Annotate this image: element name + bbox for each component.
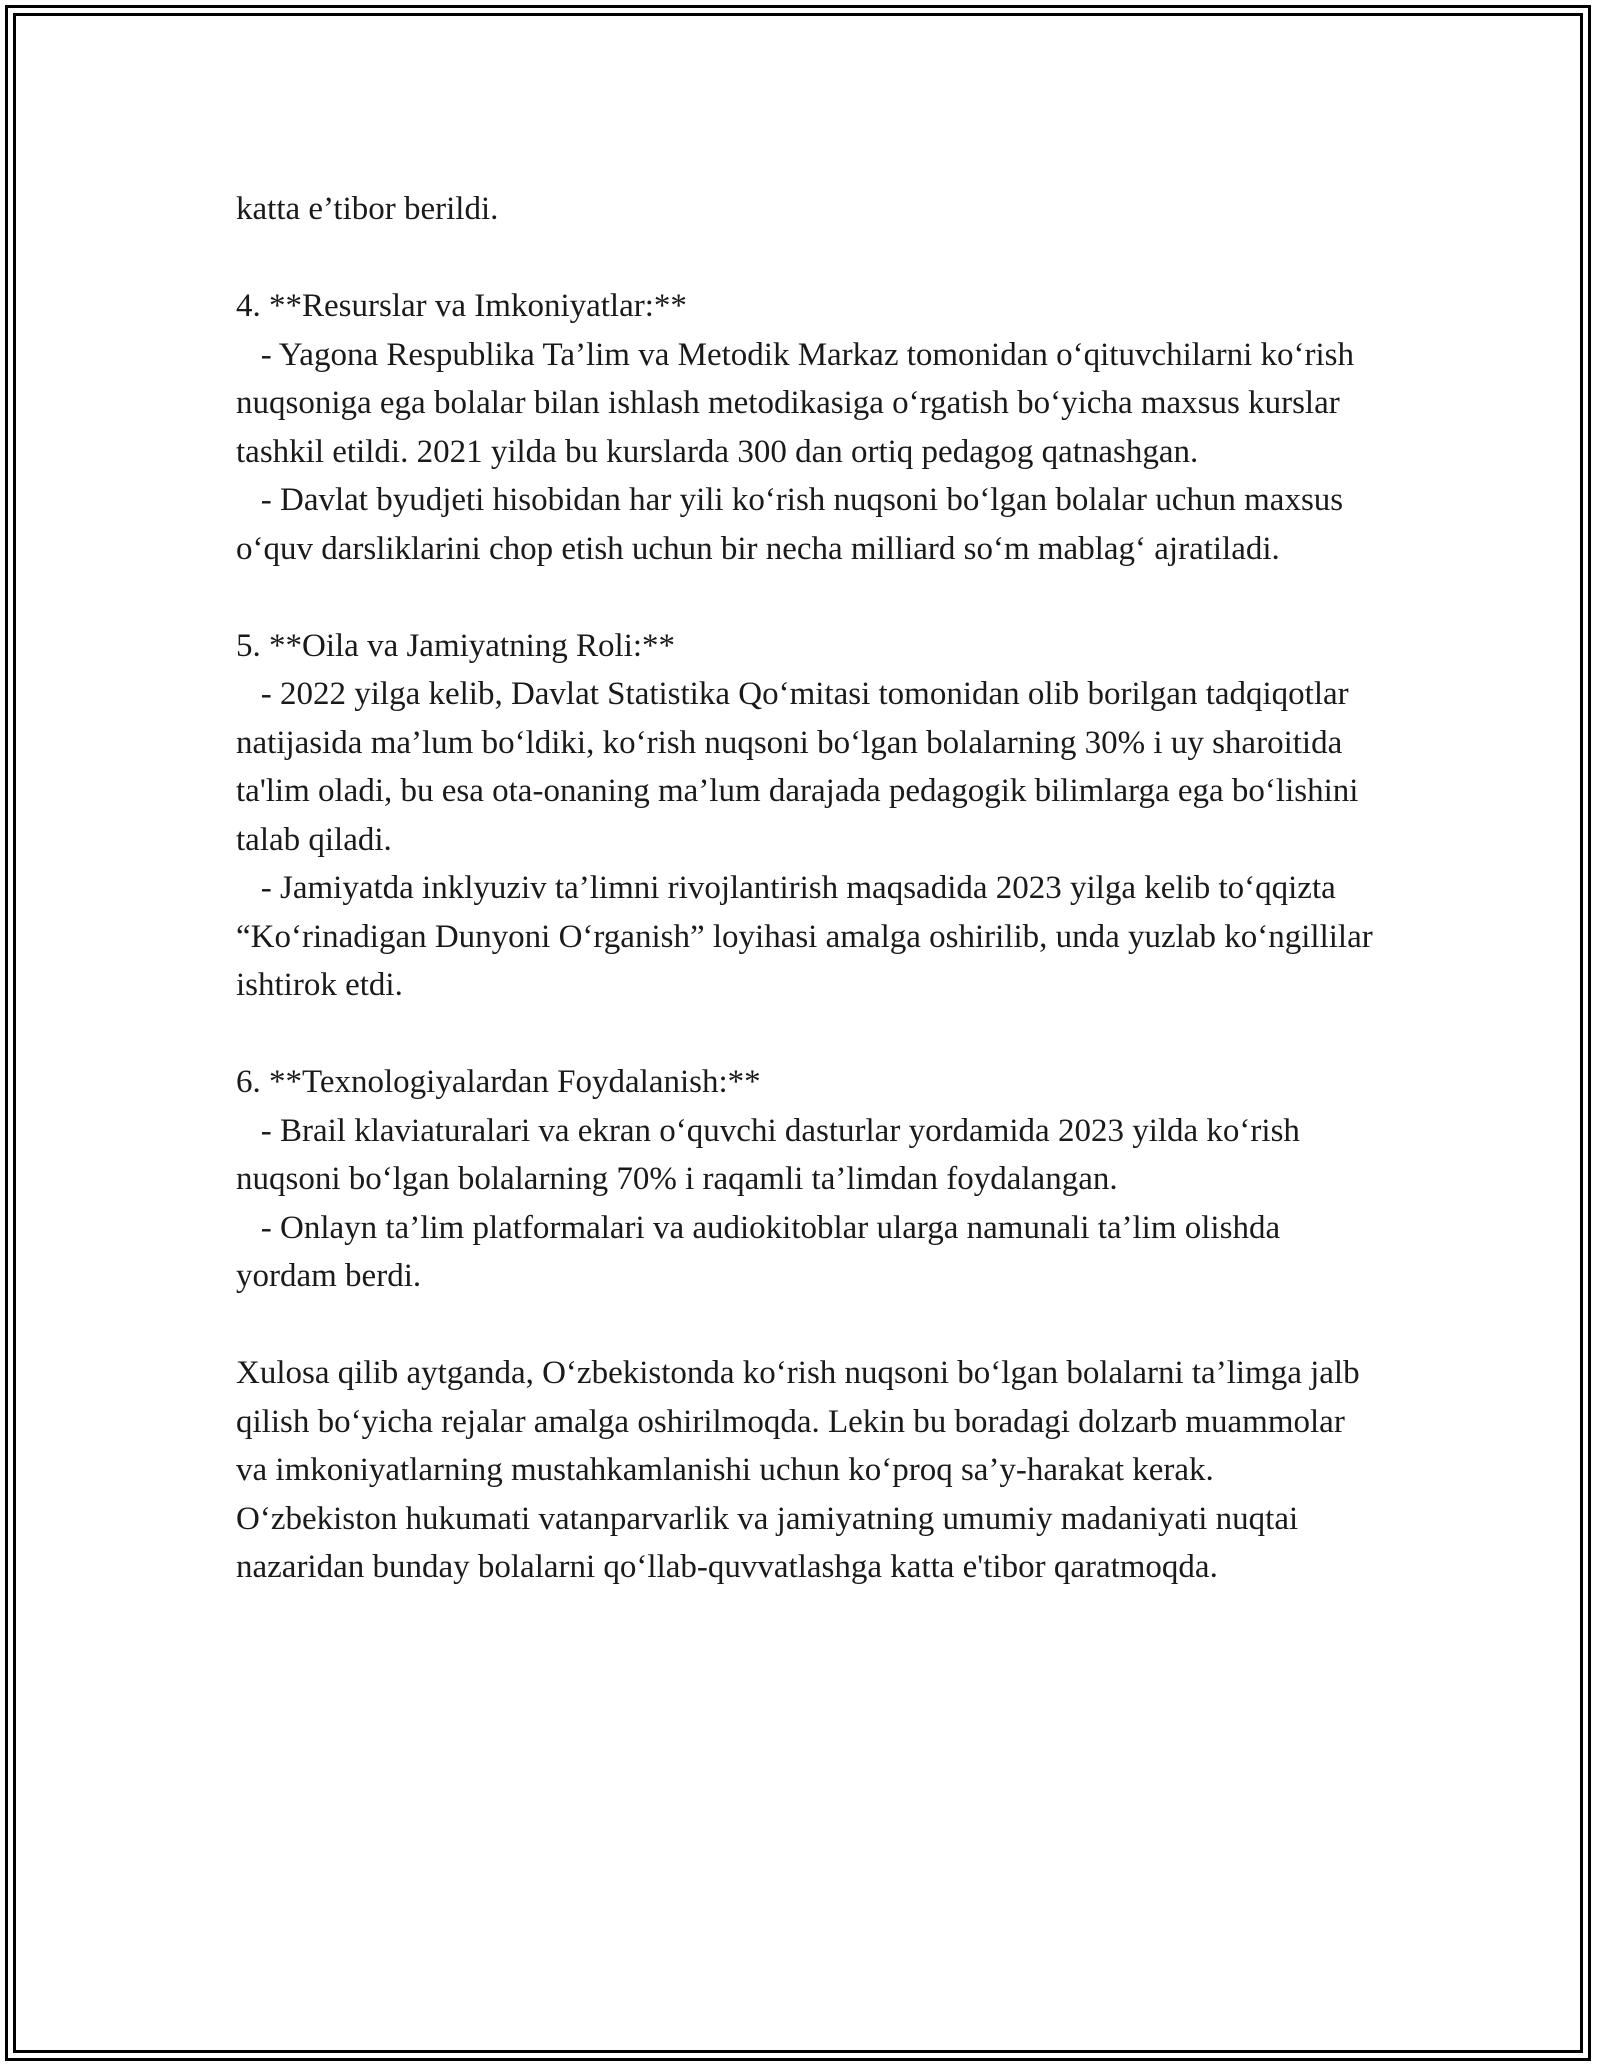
list-item: - Onlayn ta’lim platformalari va audiokitoblar ularga namunali ta’lim olishda yordam berdi.	[236, 1209, 1289, 1294]
paragraph-gap	[236, 573, 1376, 622]
document-body	[236, 185, 1381, 1592]
conclusion-paragraph: Xulosa qilib aytganda, O‘zbekistonda ko‘rish nuqsoni bo‘lgan bolalarni ta’limga jalb qilish bo‘yicha rejalar amalga oshirilmoqda. Lekin bu boradagi dolzarb muammolar va imkoniyatlarning mustahkamlanishi uchun ko‘proq sa’y-harakat kerak. O‘zbekiston hukumati vatanparvarlik va jamiyatning umumiy madaniyati nuqtai nazaridan bunday bolalarni qo‘llab-quvvatlashga katta e'tibor qaratmoqda.	[236, 1355, 1368, 1585]
list-item: - Jamiyatda inklyuziv ta’limni rivojlantirish maqsadida 2023 yilga kelib to‘qqizta “Ko‘rinadigan Dunyoni O‘rganish” loyihasi amalga oshirilib, unda yuzlab ko‘ngillilar ishtirok etdi.	[236, 870, 1381, 1003]
section-technology	[236, 1058, 1376, 1301]
continuation-text: katta e’tibor berildi.	[236, 191, 499, 227]
list-item: - Davlat byudjeti hisobidan har yili ko‘rish nuqsoni bo‘lgan bolalar uchun maxsus o‘quv darsliklarini chop etish uchun bir necha milliard so‘m mablag‘ ajratiladi.	[236, 482, 1352, 567]
paragraph-gap	[236, 1301, 1376, 1350]
section-heading: 4. **Resurslar va Imkoniyatlar:**	[236, 288, 687, 324]
section-heading: 6. **Texnologiyalardan Foydalanish:**	[236, 1064, 761, 1100]
paragraph-gap	[236, 234, 1376, 283]
section-resources	[236, 282, 1376, 573]
paragraph-gap	[236, 1010, 1376, 1059]
list-item: - Brail klaviaturalari va ekran o‘quvchi dasturlar yordamida 2023 yilda ko‘rish nuqsoni bo‘lgan bolalarning 70% i raqamli ta’limdan foydalangan.	[236, 1112, 1309, 1197]
list-item: - 2022 yilga kelib, Davlat Statistika Qo‘mitasi tomonidan olib borilgan tadqiqotlar natijasida ma’lum bo‘ldiki, ko‘rish nuqsoni bo‘lgan bolalarning 30% i uy sharoitida ta'lim oladi, bu esa ota-onaning ma’lum darajada pedagogik bilimlarga ega bo‘lishini talab qiladi.	[236, 676, 1367, 858]
section-family-society	[236, 622, 1381, 1010]
section-heading: 5. **Oila va Jamiyatning Roli:**	[236, 627, 676, 664]
list-item: - Yagona Respublika Ta’lim va Metodik Markaz tomonidan o‘qituvchilarni ko‘rish nuqsoniga ega bolalar bilan ishlash metodikasiga o‘rgatish bo‘yicha maxsus kurslar tashkil etildi. 2021 yilda bu kurslarda 300 dan ortiq pedagog qatnashgan.	[236, 336, 1363, 470]
